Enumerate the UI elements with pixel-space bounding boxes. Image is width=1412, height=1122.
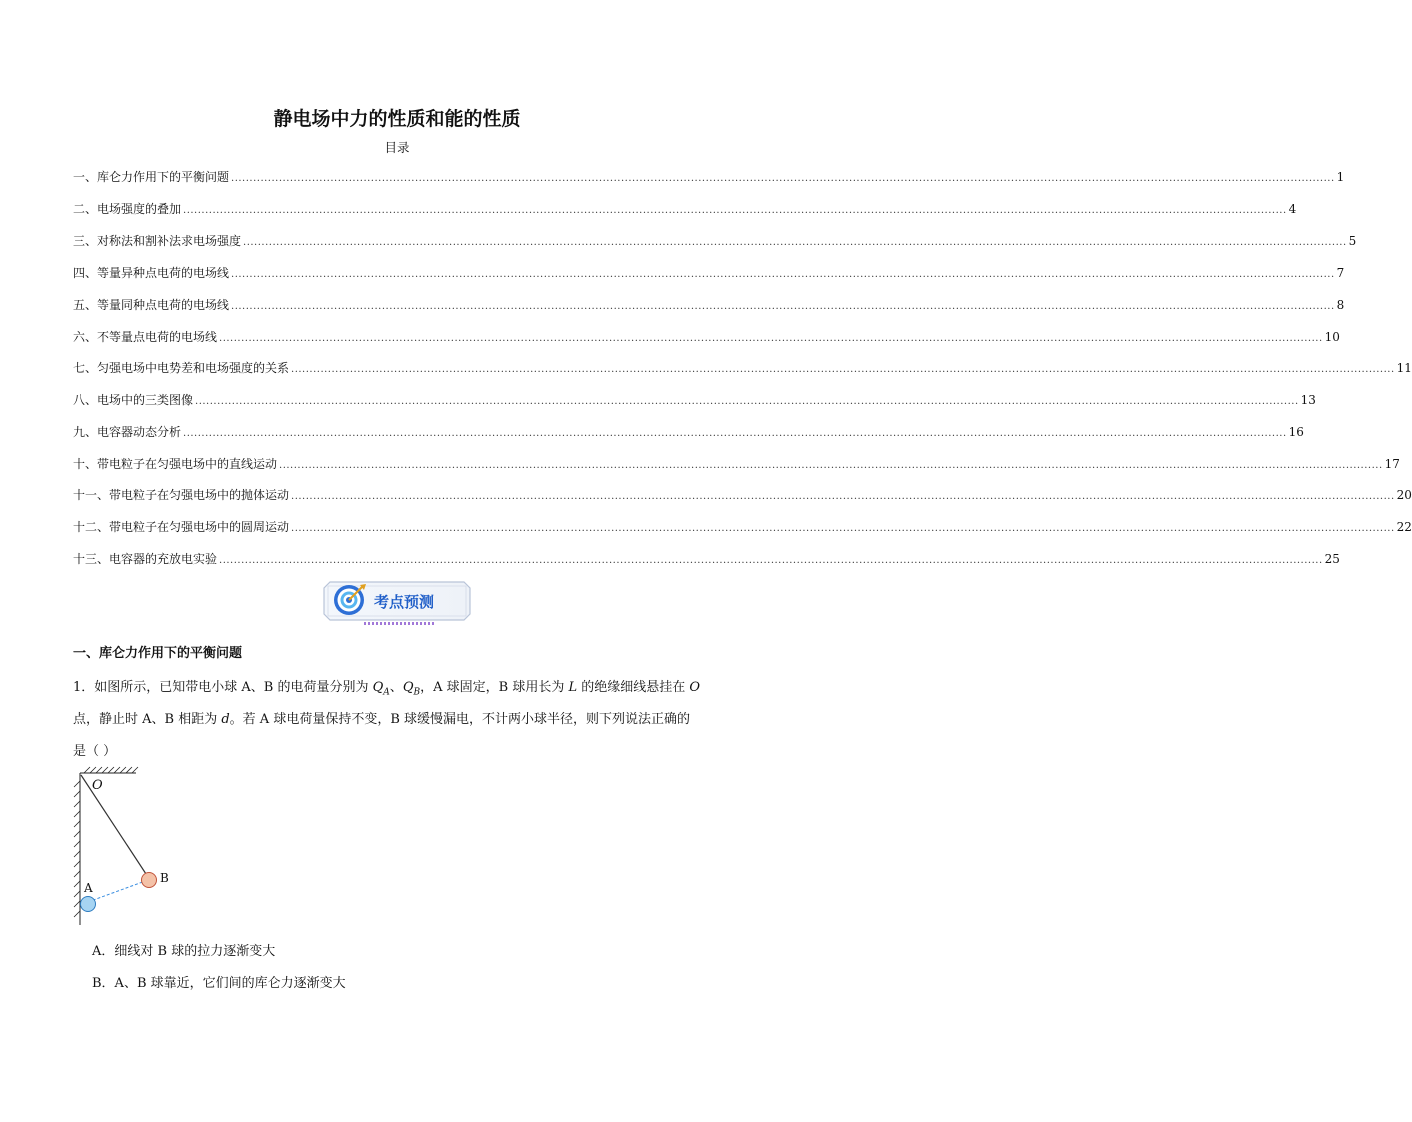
toc-entry-label: 十、带电粒子在匀强电场中的直线运动	[73, 457, 278, 471]
question-line-2: 点，静止时 A、B 相距为 d。若 A 球电荷量保持不变，B 球缓慢漏电，不计两小球半径，则下列说法正确的	[73, 712, 691, 727]
badge-stripes	[364, 622, 434, 625]
toc-entry[interactable]	[73, 264, 1345, 284]
ball-b	[142, 873, 157, 888]
label-a: A	[84, 881, 93, 895]
toc-entry-label: 三、对称法和割补法求电场强度	[73, 234, 242, 248]
toc-entry-label: 七、匀强电场中电势差和电场强度的关系	[73, 361, 290, 375]
toc-entry[interactable]	[73, 455, 1400, 475]
label-b: B	[160, 871, 169, 885]
toc-entry[interactable]	[73, 423, 1304, 443]
toc-leader-dots: ............................................................................................................................................................................................................................................................................................................	[279, 460, 1383, 471]
toc-entry-page: 16	[1288, 425, 1304, 439]
toc-entry-label: 五、等量同种点电荷的电场线	[73, 298, 230, 312]
toc-entry-page: 4	[1288, 202, 1297, 216]
toc-entry-page: 7	[1336, 266, 1345, 280]
toc-entry-page: 5	[1348, 234, 1357, 248]
toc-leader-dots: ............................................................................................................................................................................................................................................................................................................	[231, 301, 1335, 312]
document-title: 静电场中力的性质和能的性质	[273, 108, 521, 130]
toc-entry-page: 8	[1336, 298, 1345, 312]
toc-leader-dots: ............................................................................................................................................................................................................................................................................................................	[195, 396, 1299, 407]
toc-entry-label: 十一、带电粒子在匀强电场中的抛体运动	[73, 488, 290, 502]
toc-entry[interactable]	[73, 359, 1412, 379]
toc-entry[interactable]	[73, 200, 1297, 220]
option-b: B．A、B 球靠近，它们间的库仑力逐渐变大	[92, 976, 346, 991]
toc-entry-label: 八、电场中的三类图像	[73, 393, 194, 407]
toc-leader-dots: ............................................................................................................................................................................................................................................................................................................	[291, 523, 1395, 534]
toc-entry-label: 四、等量异种点电荷的电场线	[73, 266, 230, 280]
toc-leader-dots: ............................................................................................................................................................................................................................................................................................................	[183, 428, 1287, 439]
label-o: O	[92, 778, 103, 793]
option-a: A．细线对 B 球的拉力逐渐变大	[92, 944, 276, 959]
ball-a	[81, 897, 96, 912]
toc-entry[interactable]	[73, 168, 1345, 188]
toc-heading: 目录	[384, 140, 410, 155]
toc-entry-page: 1	[1336, 170, 1345, 184]
toc-entry[interactable]	[73, 391, 1316, 411]
toc-entry[interactable]	[73, 296, 1345, 316]
toc-entry[interactable]	[73, 550, 1340, 570]
toc-entry-page: 10	[1324, 330, 1340, 344]
toc-entry[interactable]	[73, 328, 1340, 348]
wall-hatch	[74, 781, 80, 917]
toc-leader-dots: ............................................................................................................................................................................................................................................................................................................	[219, 333, 1323, 344]
toc-entry-label: 十二、带电粒子在匀强电场中的圆周运动	[73, 520, 290, 534]
toc-leader-dots: ............................................................................................................................................................................................................................................................................................................	[231, 269, 1335, 280]
toc-entry[interactable]	[73, 518, 1412, 538]
toc-entry-label: 六、不等量点电荷的电场线	[73, 330, 218, 344]
toc-entry-page: 11	[1396, 361, 1412, 375]
badge-text: 考点预测	[374, 593, 435, 611]
toc-entry-label: 九、电容器动态分析	[73, 425, 182, 439]
toc-entry-page: 17	[1384, 457, 1400, 471]
pendulum-figure	[68, 765, 188, 925]
toc-entry-label: 一、库仑力作用下的平衡问题	[73, 170, 230, 184]
toc-leader-dots: ............................................................................................................................................................................................................................................................................................................	[219, 555, 1323, 566]
question-line-3: 是（ ）	[73, 744, 117, 759]
toc-leader-dots: ............................................................................................................................................................................................................................................................................................................	[231, 173, 1335, 184]
ceiling-hatch	[84, 767, 138, 773]
toc-entry-page: 13	[1300, 393, 1316, 407]
section-heading: 一、库仑力作用下的平衡问题	[73, 646, 243, 661]
toc-leader-dots: ............................................................................................................................................................................................................................................................................................................	[291, 491, 1395, 502]
toc-leader-dots: ............................................................................................................................................................................................................................................................................................................	[243, 237, 1347, 248]
toc-entry-label: 十三、电容器的充放电实验	[73, 552, 218, 566]
toc-leader-dots: ............................................................................................................................................................................................................................................................................................................	[291, 364, 1395, 375]
distance-dashed-line	[88, 880, 148, 902]
toc-entry-page: 20	[1396, 488, 1412, 502]
toc-entry[interactable]	[73, 232, 1357, 252]
question-number: 1．	[73, 680, 95, 695]
toc-entry-page: 22	[1396, 520, 1412, 534]
toc-entry-page: 25	[1324, 552, 1340, 566]
toc-entry-label: 二、电场强度的叠加	[73, 202, 182, 216]
toc-leader-dots: ............................................................................................................................................................................................................................................................................................................	[183, 205, 1287, 216]
toc-entry[interactable]	[73, 486, 1412, 506]
question-line-1: 1．如图所示，已知带电小球 A、B 的电荷量分别为 $Q_A$、$Q_B$，A 球固定，B 球用长为 L 的绝缘细线悬挂在 O	[73, 680, 701, 698]
exam-point-badge	[322, 578, 472, 628]
